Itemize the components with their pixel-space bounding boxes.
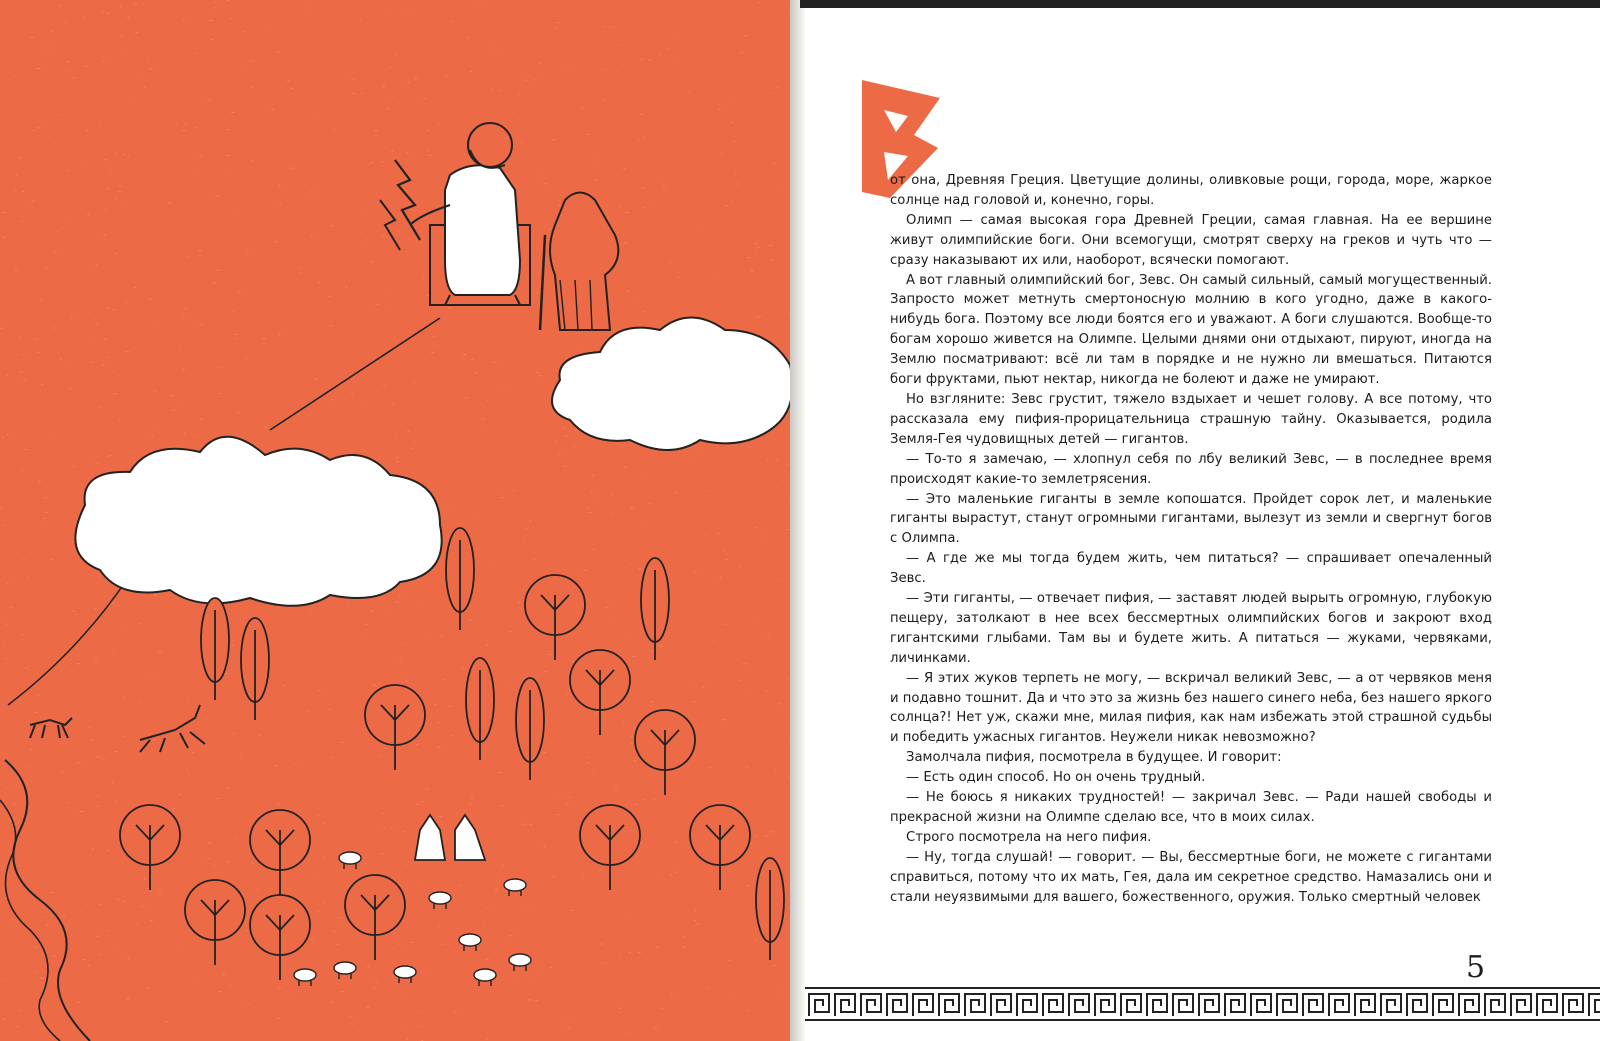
tree-icon <box>120 805 180 890</box>
sheep-icon <box>459 934 481 951</box>
large-cloud <box>75 437 441 606</box>
svg-text:В: В <box>872 195 873 196</box>
paragraph: — Это маленькие гиганты в земле копошатся. Пройдет сорок лет, и маленькие гиганты вырастут, станут огромными гигантами, вылезут из земли и свергнут богов с Олимпа. <box>890 491 1492 547</box>
tree-icon <box>345 875 405 960</box>
tree-icon <box>466 658 494 760</box>
tree-icon <box>756 858 784 960</box>
story-text <box>890 171 1492 908</box>
illustration-page <box>0 0 798 1041</box>
paragraph: — Ну, тогда слушай! — говорит. — Вы, бессмертные боги, не можете с гигантами справиться, потому что их мать, Гея, дала им секретное средство. Намазались они и стали неуязвимыми для вашего, божественного, оружия. Только смертный человек <box>890 849 1492 905</box>
sheep-icon <box>429 892 451 909</box>
paragraph: Замолчала пифия, посмотрела в будущее. И говорит: <box>906 750 1282 766</box>
tree-icon <box>516 678 544 780</box>
paragraph: — Не боюсь я никаких трудностей! — закричал Зевс. — Ради нашей свободы и прекрасной жизни на Олимпе сделаю все, что в моих силах. <box>890 790 1492 825</box>
scan-shadow <box>800 0 1600 8</box>
paragraph: Но взгляните: Зевс грустит, тяжело вздыхает и чешет голову. А все потому, что рассказала ему пифия-прорицательница страшную тайну. Оказывается, родила Земля-Гея чудовищных детей — гигантов. <box>890 391 1492 447</box>
sheep-icon <box>504 879 526 896</box>
sheep-icon <box>509 954 531 971</box>
tree-icon <box>250 810 310 895</box>
paragraph: Строго посмотрела на него пифия. <box>906 829 1152 845</box>
paragraph: от она, Древняя Греция. Цветущие долины, оливковые рощи, города, море, жаркое солнце над головой и, конечно, горы. <box>890 173 1492 208</box>
sheep-icon <box>339 852 361 869</box>
paragraph: А вот главный олимпийский бог, Зевс. Он самый сильный, самый могущественный. Запросто может метнуть смертоносную молнию в кого угодно, даже в какого-нибудь бога. Поэтому все люди боятся его и уважают. А боги слушаются. Вообще-то богам хорошо живется на Олимпе. Целыми днями они отдыхают, пируют, иногда на Землю посматривают: всё ли там в порядке и не нужно ли вмешаться. Питаются боги фруктами, пьют нектар, никогда не болеют и даже не умирают. <box>890 272 1492 388</box>
olympus-illustration <box>0 0 798 1041</box>
deer-figure <box>140 705 205 752</box>
sheep-icon <box>334 962 356 979</box>
tree-icon <box>641 558 669 660</box>
small-cloud <box>552 318 793 451</box>
paragraph: — Я этих жуков терпеть не могу, — вскричал великий Зевс, — а от червяков меня и подавно тошнит. Да и что это за жизнь без нашего синего неба, без нашего яркого солнца?! Нет уж, скажи мне, милая пифия, как нам избежать этой страшной судьбы и победить ужасных гигантов. Неужели никак невозможно? <box>890 670 1492 746</box>
sheep-icon <box>394 966 416 983</box>
paragraph: — Есть один способ. Но он очень трудный. <box>906 770 1206 786</box>
dancer-figure <box>455 815 485 860</box>
pythia-figure <box>540 193 618 331</box>
greek-key-border <box>805 986 1600 1022</box>
paragraph: — То-то я замечаю, — хлопнул себя по лбу великий Зевс, — в последнее время происходят какие-то землетрясения. <box>890 451 1492 487</box>
tree-icon <box>446 528 474 630</box>
paragraph: Олимп — самая высокая гора Древней Греции, самая главная. На ее вершине живут олимпийские боги. Они всемогущи, смотрят сверху на греков и чуть что — сразу наказывают их или, наоборот, всячески помогают. <box>890 212 1492 268</box>
zeus-figure <box>380 123 530 305</box>
dog-figure <box>30 718 72 738</box>
tree-icon <box>365 685 425 770</box>
tree-icon <box>635 710 695 795</box>
tree-icon <box>241 618 269 720</box>
dancer-figure <box>415 815 445 860</box>
tree-icon <box>570 650 630 735</box>
tree-icon <box>185 880 245 965</box>
paragraph: — А где же мы тогда будем жить, чем питаться? — спрашивает опечаленный Зевс. <box>890 551 1492 587</box>
sheep-icon <box>294 969 316 986</box>
tree-icon <box>250 895 310 980</box>
tree-icon <box>580 805 640 890</box>
page-number: 5 <box>1466 950 1486 985</box>
tree-icon <box>201 598 229 700</box>
paragraph: — Эти гиганты, — отвечает пифия, — заставят людей вырыть огромную, глубокую пещеру, затолкают в нее всех бессмертных олимпийских богов и закроют вход гигантскими глыбами. Там вы и будете жить. А питаться — жуками, червяками, личинками. <box>890 591 1492 666</box>
tree-icon <box>690 805 750 890</box>
sheep-icon <box>474 969 496 986</box>
tree-icon <box>525 575 585 660</box>
